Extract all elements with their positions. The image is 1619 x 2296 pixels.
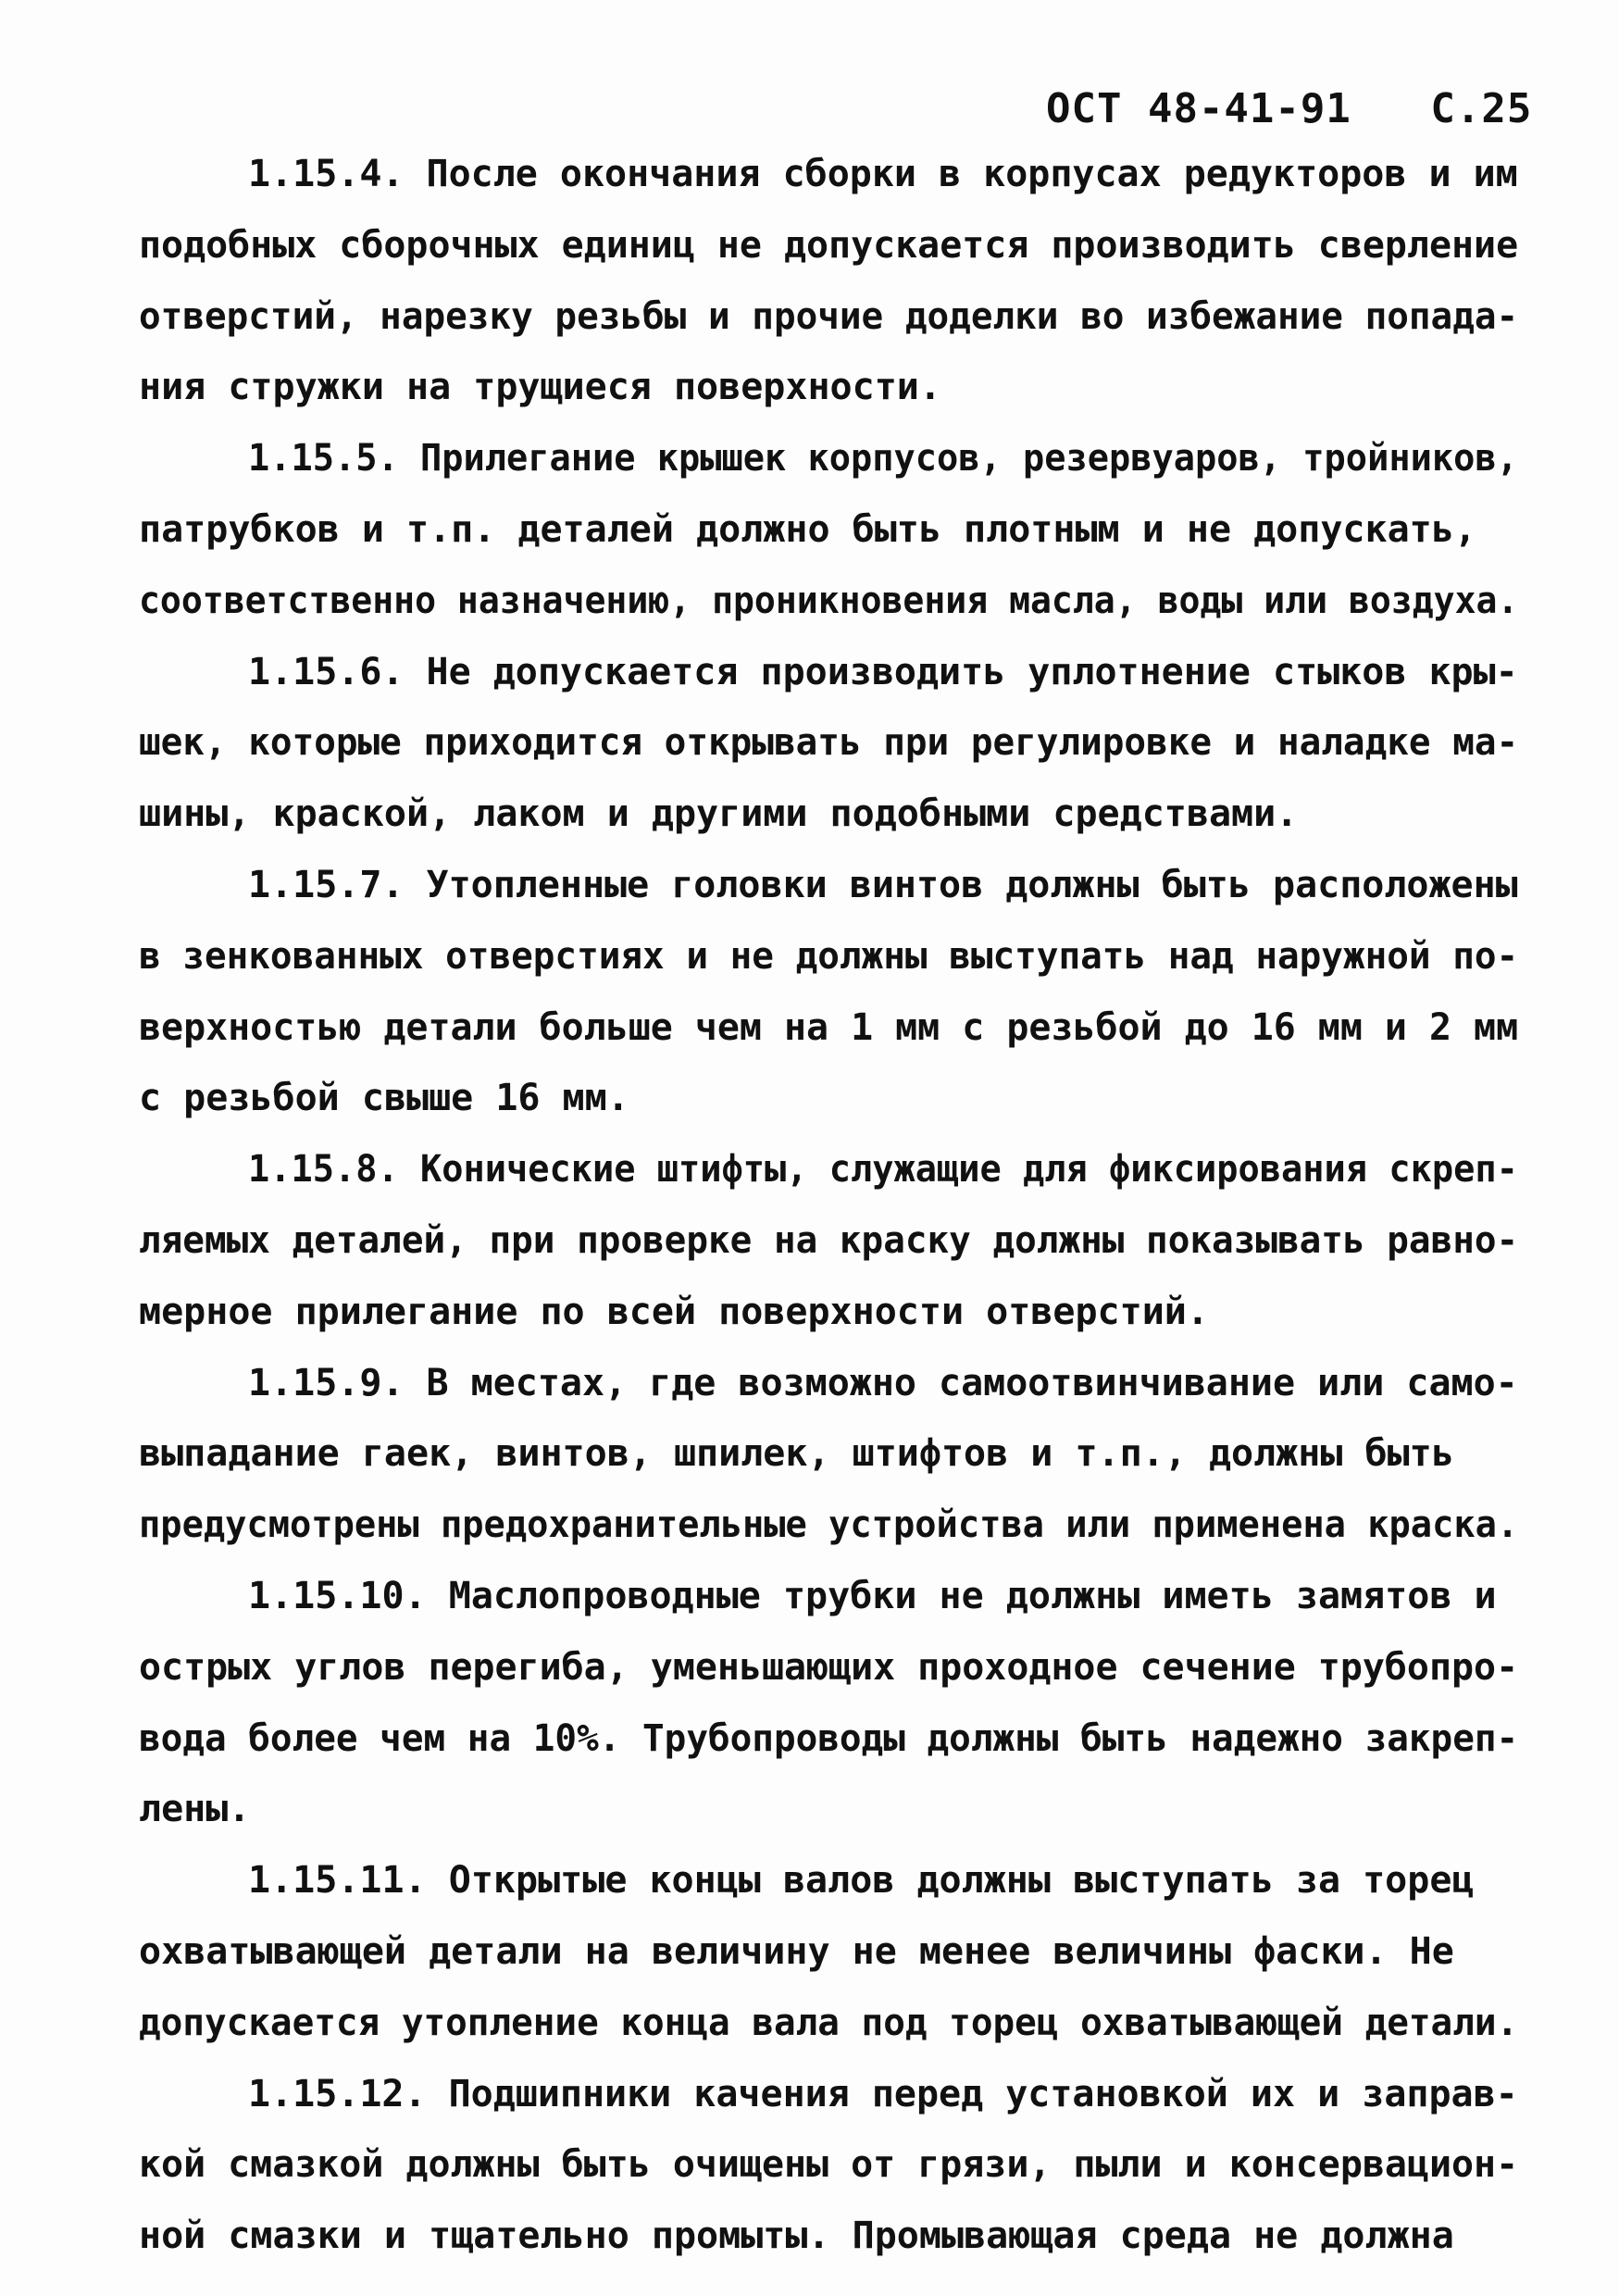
text-line: мерное прилегание по всей поверхности отверстий. xyxy=(139,1291,1209,1333)
text-line: вода более чем на 10%. Трубопроводы должны быть надежно закреп- xyxy=(139,1717,1519,1760)
text-line: соответственно назначению, проникновения масла, воды или воздуха. xyxy=(139,580,1519,622)
text-line: с резьбой свыше 16 мм. xyxy=(139,1077,629,1119)
paragraph-first-line: 1.15.11. Открытые концы валов должны выступать за торец xyxy=(248,1859,1475,1902)
page-number: С.25 xyxy=(1430,85,1533,132)
text-line: кой смазкой должны быть очищены от грязи, пыли и консервацион- xyxy=(139,2143,1519,2186)
text-line: выпадание гаек, винтов, шпилек, штифтов и т.п., должны быть xyxy=(139,1432,1454,1475)
text-line: допускается утопление конца вала под торец охватывающей детали. xyxy=(139,2002,1519,2044)
page-header xyxy=(1046,85,1532,132)
paragraph-first-line: 1.15.9. В местах, где возможно самоотвинчивание или само- xyxy=(248,1362,1518,1404)
paragraph-first-line: 1.15.8. Конические штифты, служащие для фиксирования скреп- xyxy=(248,1148,1518,1191)
paragraph-first-line: 1.15.5. Прилегание крышек корпусов, резервуаров, тройников, xyxy=(248,437,1518,480)
text-line: лены. xyxy=(139,1788,251,1830)
text-line: отверстий, нарезку резьбы и прочие доделки во избежание попада- xyxy=(139,295,1519,338)
text-line: предусмотрены предохранительные устройства или применена краска. xyxy=(139,1504,1519,1546)
text-line: ния стружки на трущиеся поверхности. xyxy=(139,366,941,408)
standard-code: ОСТ 48-41-91 xyxy=(1046,85,1351,132)
text-line: в зенкованных отверстиях и не должны выступать над наружной по- xyxy=(139,935,1519,978)
paragraph-first-line: 1.15.10. Маслопроводные трубки не должны иметь замятов и xyxy=(248,1575,1497,1617)
text-line: ляемых деталей, при проверке на краску должны показывать равно- xyxy=(139,1219,1519,1262)
text-line: ной смазки и тщательно промыты. Промывающая среда не должна xyxy=(139,2215,1454,2257)
text-line: острых углов перегиба, уменьшающих проходное сечение трубопро- xyxy=(139,1646,1519,1689)
text-line: верхностью детали больше чем на 1 мм с резьбой до 16 мм и 2 мм xyxy=(139,1006,1519,1049)
text-line: шины, краской, лаком и другими подобными средствами. xyxy=(139,792,1299,835)
text-line: охватывающей детали на величину не менее величины фаски. Не xyxy=(139,1930,1454,1973)
text-line: шек, которые приходится открывать при регулировке и наладке ма- xyxy=(139,721,1519,764)
paragraph-first-line: 1.15.4. После окончания сборки в корпусах редукторов и им xyxy=(248,153,1518,195)
paragraph-first-line: 1.15.12. Подшипники качения перед установкой их и заправ- xyxy=(248,2073,1518,2115)
paragraph-first-line: 1.15.6. Не допускается производить уплотнение стыков кры- xyxy=(248,651,1518,693)
text-line: патрубков и т.п. деталей должно быть плотным и не допускать, xyxy=(139,508,1476,551)
paragraph-first-line: 1.15.7. Утопленные головки винтов должны быть расположены xyxy=(248,864,1518,906)
text-line: подобных сборочных единиц не допускается производить сверление xyxy=(139,224,1519,267)
